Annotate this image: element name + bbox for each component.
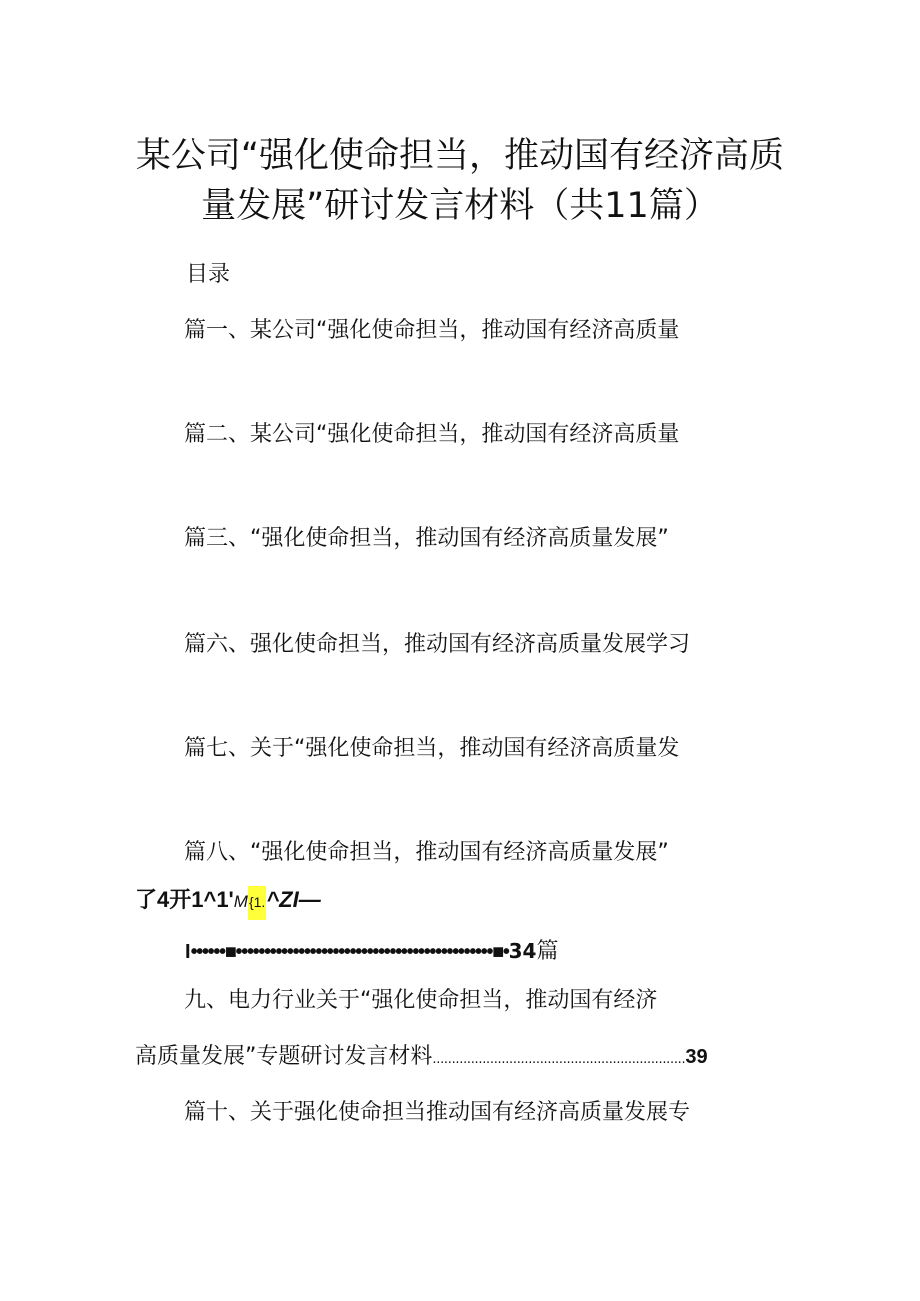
- highlighted-text: {1.: [248, 886, 266, 920]
- toc-entry-6: 篇六、强化使命担当，推动国有经济高质量发展学习: [184, 632, 691, 657]
- toc-entry-1: 篇一、某公司“强化使命担当，推动国有经济高质量: [184, 318, 680, 343]
- garbled-text-3: ^ZI—: [266, 887, 321, 912]
- toc-entry-10: 篇十、关于强化使命担当推动国有经济高质量发展专: [184, 1100, 691, 1125]
- document-title-line-2: 量发展”研讨发言材料（共11篇）: [201, 186, 719, 226]
- leader-suffix: 篇: [536, 939, 559, 964]
- toc-leader-line-8: [185, 936, 558, 967]
- document-title-line-1: 某公司“强化使命担当，推动国有经济高质: [135, 136, 785, 176]
- entry-9-text: 高质量发展”专题研讨发言材料: [135, 1044, 433, 1069]
- page-number-8: 34: [508, 939, 537, 963]
- toc-entry-2: 篇二、某公司“强化使命担当，推动国有经济高质量: [184, 422, 680, 447]
- leader-dots: ••••••■•••••••••••••••••••••••••••••••••••••••••••••■•: [190, 941, 509, 963]
- garbled-ocr-line: [135, 885, 321, 917]
- toc-heading: 目录: [186, 262, 231, 287]
- page-number-9: 39: [685, 1046, 708, 1068]
- toc-entry-7: 篇七、关于“强化使命担当，推动国有经济高质量发: [184, 736, 680, 761]
- toc-entry-9-line-1: 九、电力行业关于“强化使命担当，推动国有经济: [184, 988, 658, 1013]
- garbled-text-1: 了4开1^1': [135, 887, 234, 912]
- toc-entry-9-line-2: [135, 1042, 708, 1075]
- toc-entry-3: 篇三、“强化使命担当，推动国有经济高质量发展”: [184, 526, 669, 551]
- toc-entry-8: 篇八、“强化使命担当，推动国有经济高质量发展”: [184, 840, 669, 865]
- garbled-text-2: M: [233, 892, 248, 911]
- entry-9-dots: ..................................................................: [432, 1052, 686, 1067]
- leader-lead: I: [185, 941, 191, 963]
